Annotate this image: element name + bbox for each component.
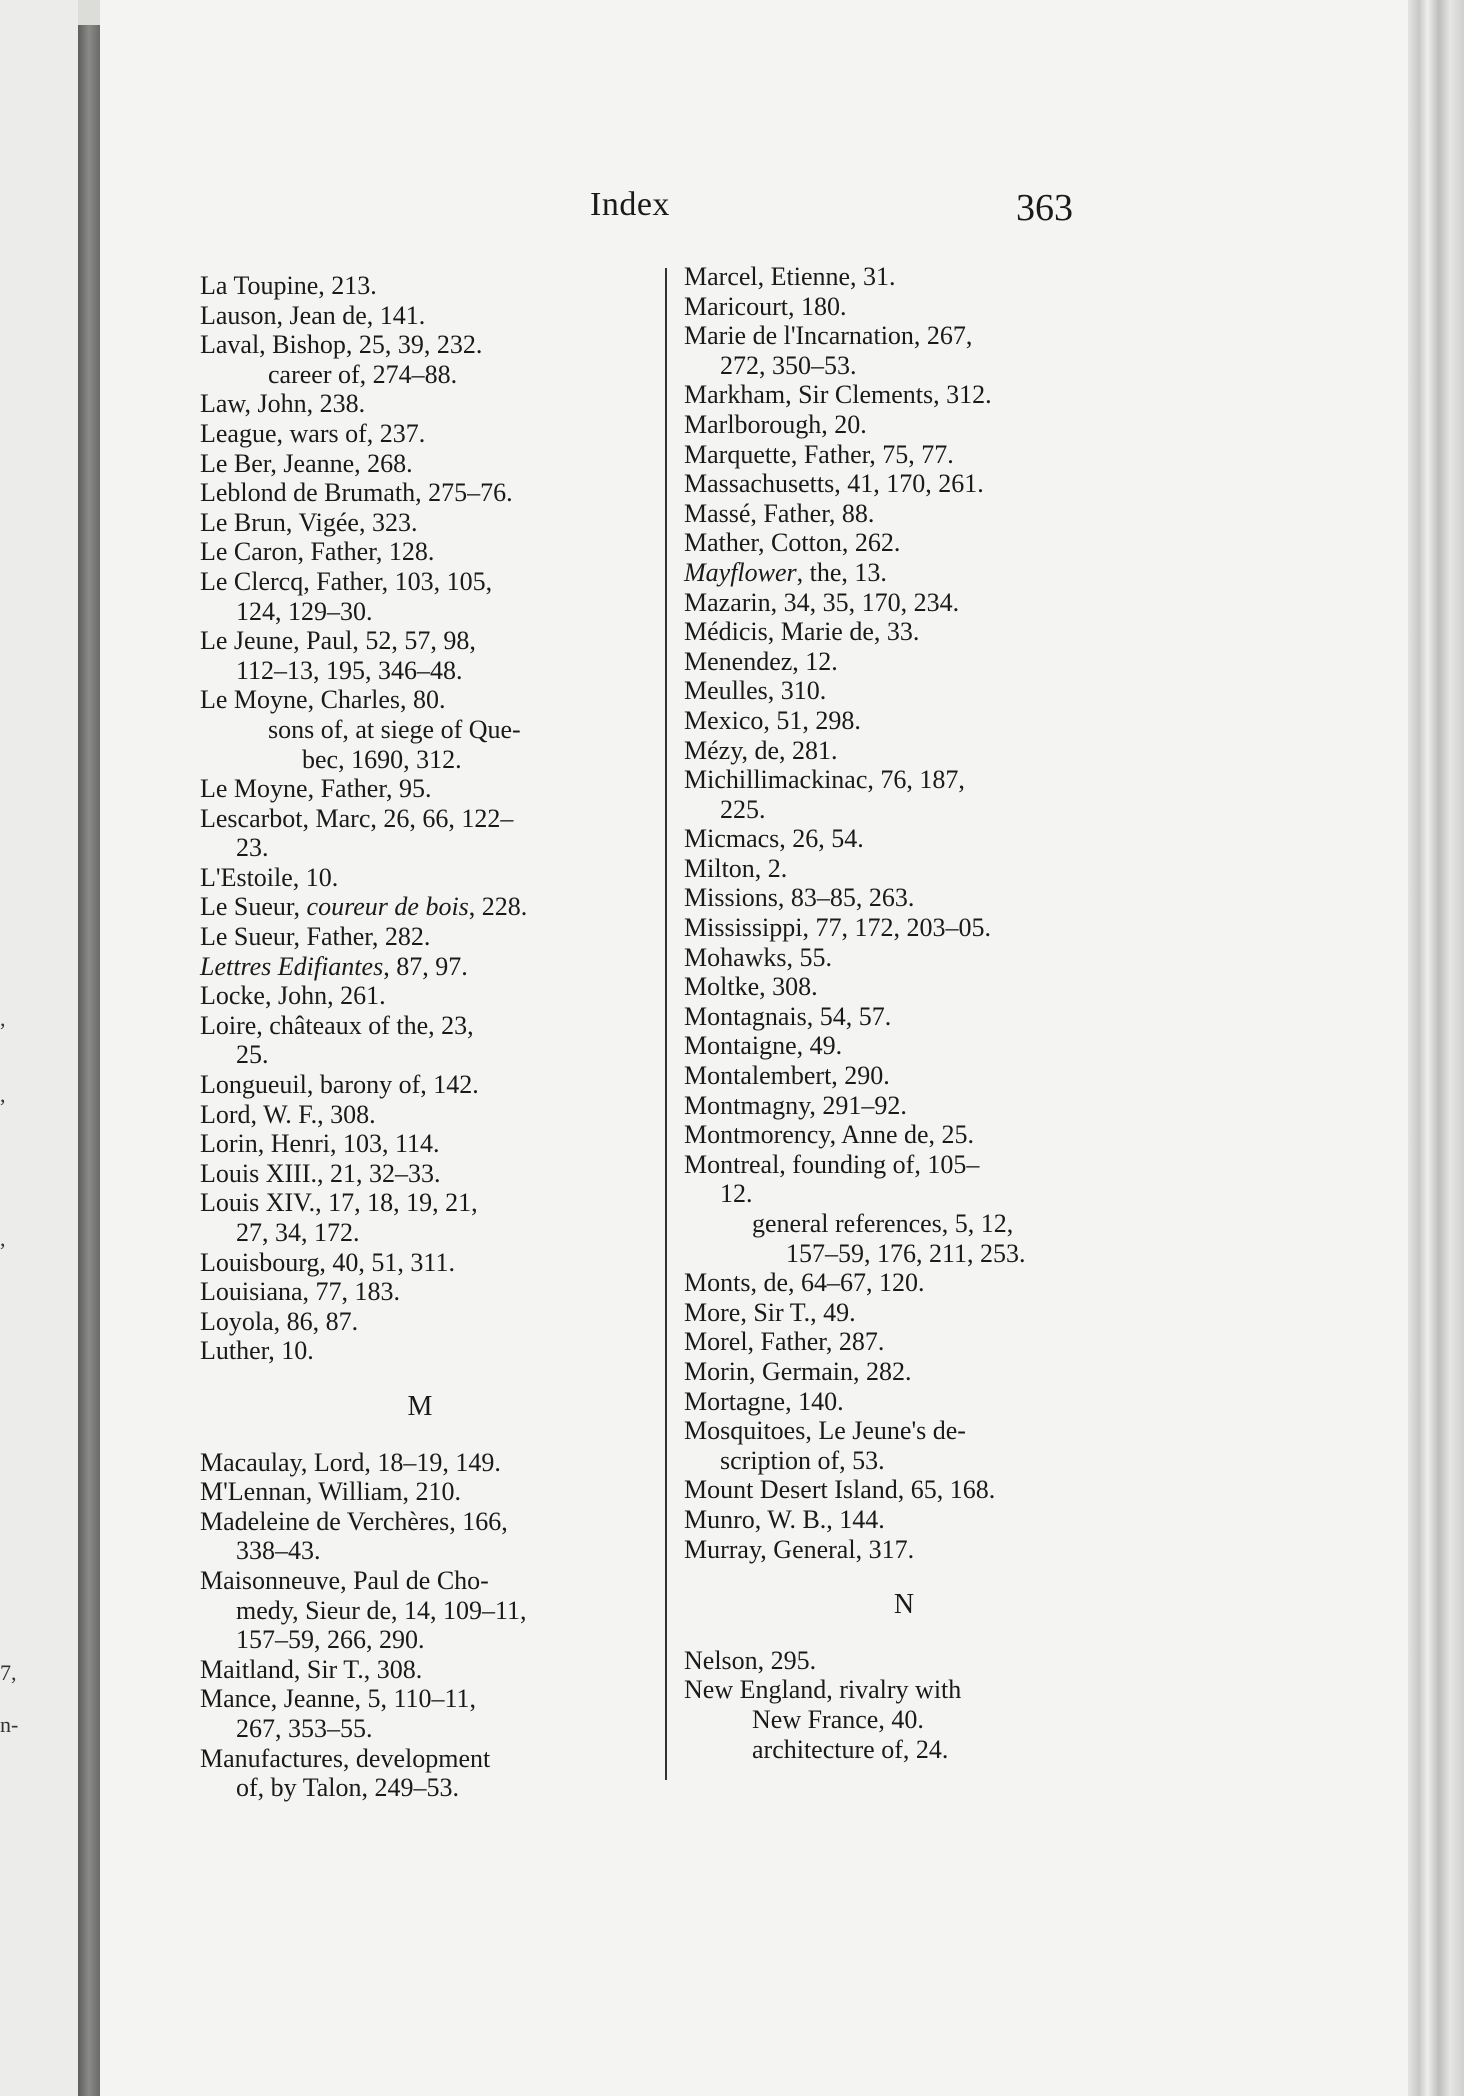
entry-heading: Murray, General, 317. bbox=[684, 1534, 915, 1564]
index-entry bbox=[684, 972, 1124, 1002]
index-entry bbox=[684, 736, 1124, 766]
index-entry bbox=[200, 1188, 640, 1247]
entry-continuation: medy, Sieur de, 14, 109–11, bbox=[236, 1595, 527, 1625]
index-entry bbox=[200, 449, 640, 479]
index-entry bbox=[684, 528, 1124, 558]
entry-continuation: 23. bbox=[236, 833, 269, 863]
index-entry bbox=[684, 1031, 1124, 1061]
entry-continuation: of, by Talon, 249–53. bbox=[236, 1773, 460, 1803]
margin-fragment: , bbox=[0, 1226, 6, 1251]
entry-heading: Marie de l'Incarnation, 267, bbox=[684, 321, 973, 351]
index-entry bbox=[200, 537, 640, 567]
page-number: 363 bbox=[1016, 187, 1073, 229]
index-entry bbox=[684, 1675, 1124, 1705]
book-gutter bbox=[78, 25, 100, 2096]
entry-heading: Macaulay, Lord, 18–19, 149. bbox=[200, 1447, 501, 1477]
index-entry bbox=[200, 922, 640, 952]
italic-title: Mayflower bbox=[684, 557, 797, 587]
entry-heading: Maisonneuve, Paul de Cho- bbox=[200, 1565, 489, 1595]
index-entry bbox=[684, 1416, 1124, 1475]
entry-heading: Le Ber, Jeanne, 268. bbox=[200, 448, 413, 478]
index-entry bbox=[200, 1336, 640, 1366]
entry-text: , the, 13. bbox=[796, 557, 887, 587]
index-entry bbox=[684, 558, 1124, 588]
entry-heading: M'Lennan, William, 210. bbox=[200, 1477, 461, 1507]
index-entry bbox=[200, 389, 640, 419]
index-entry bbox=[684, 1505, 1124, 1535]
entry-heading: L'Estoile, 10. bbox=[200, 862, 339, 892]
index-entry bbox=[200, 508, 640, 538]
index-entry bbox=[200, 626, 640, 685]
entry-heading: Mount Desert Island, 65, 168. bbox=[684, 1475, 996, 1505]
entry-continuation: 272, 350–53. bbox=[720, 350, 857, 380]
entry-heading: Le Clercq, Father, 103, 105, bbox=[200, 566, 493, 596]
entry-heading: Montaigne, 49. bbox=[684, 1031, 843, 1061]
entry-heading: Montmagny, 291–92. bbox=[684, 1090, 907, 1120]
index-subentry bbox=[684, 1209, 1124, 1268]
index-entry bbox=[200, 1566, 640, 1655]
entry-heading: Montreal, founding of, 105– bbox=[684, 1149, 980, 1179]
entry-heading: Loyola, 86, 87. bbox=[200, 1306, 359, 1336]
entry-heading: Louisiana, 77, 183. bbox=[200, 1277, 401, 1307]
entry-heading: Law, John, 238. bbox=[200, 389, 366, 419]
index-entry bbox=[200, 301, 640, 331]
index-entry bbox=[684, 262, 1124, 292]
entry-heading: Louis XIII., 21, 32–33. bbox=[200, 1158, 441, 1188]
entry-heading: Mexico, 51, 298. bbox=[684, 705, 861, 735]
index-entry bbox=[200, 1248, 640, 1278]
entry-heading: Louis XIV., 17, 18, 19, 21, bbox=[200, 1188, 478, 1218]
index-entry bbox=[200, 1070, 640, 1100]
entry-heading: career of, 274–88. bbox=[268, 359, 458, 389]
margin-fragment: , bbox=[0, 1006, 6, 1031]
entry-heading: Mosquitoes, Le Jeune's de- bbox=[684, 1416, 966, 1446]
index-entry bbox=[684, 1298, 1124, 1328]
entry-heading: More, Sir T., 49. bbox=[684, 1297, 856, 1327]
index-entry bbox=[200, 271, 640, 301]
margin-fragment: n- bbox=[0, 1712, 19, 1737]
page-stack-edge bbox=[1408, 0, 1464, 2096]
entry-heading: Missions, 83–85, 263. bbox=[684, 883, 915, 913]
entry-heading: Montalembert, 290. bbox=[684, 1061, 890, 1091]
entry-continuation: 27, 34, 172. bbox=[236, 1218, 360, 1247]
index-entry bbox=[200, 1507, 640, 1566]
entry-continuation: 157–59, 176, 211, 253. bbox=[786, 1238, 1026, 1268]
index-entry bbox=[200, 1159, 640, 1189]
entry-heading: Mississippi, 77, 172, 203–05. bbox=[684, 913, 991, 943]
entry-heading: Mézy, de, 281. bbox=[684, 735, 838, 765]
entry-heading: Menendez, 12. bbox=[684, 646, 838, 676]
index-entry bbox=[684, 943, 1124, 973]
entry-heading: Marcel, Etienne, 31. bbox=[684, 262, 896, 291]
entry-continuation: 267, 353–55. bbox=[236, 1713, 373, 1743]
index-entry bbox=[684, 1387, 1124, 1417]
index-entry bbox=[684, 588, 1124, 618]
index-entry bbox=[200, 330, 640, 360]
entry-heading: Munro, W. B., 144. bbox=[684, 1504, 885, 1534]
entry-heading: Médicis, Marie de, 33. bbox=[684, 617, 920, 647]
index-entry bbox=[684, 854, 1124, 884]
index-entry bbox=[200, 1477, 640, 1507]
entry-heading: Le Moyne, Father, 95. bbox=[200, 774, 432, 804]
entry-continuation: 112–13, 195, 346–48. bbox=[236, 655, 463, 685]
entry-heading: Loire, châteaux of the, 23, bbox=[200, 1010, 474, 1040]
index-subentry bbox=[684, 1705, 1124, 1735]
entry-heading: Le Moyne, Charles, 80. bbox=[200, 685, 446, 715]
entry-heading: Le Brun, Vigée, 323. bbox=[200, 507, 418, 537]
entry-heading: Le Sueur, Father, 282. bbox=[200, 922, 431, 952]
margin-fragment: , bbox=[0, 1082, 6, 1107]
entry-heading: Lord, W. F., 308. bbox=[200, 1099, 376, 1129]
entry-heading: Mazarin, 34, 35, 170, 234. bbox=[684, 587, 960, 617]
entry-heading: Mance, Jeanne, 5, 110–11, bbox=[200, 1684, 477, 1714]
entry-heading: La Toupine, 213. bbox=[200, 271, 377, 300]
index-entry bbox=[684, 1535, 1124, 1565]
index-entry bbox=[200, 1448, 640, 1478]
entry-continuation: 12. bbox=[720, 1179, 753, 1209]
index-entry bbox=[684, 1061, 1124, 1091]
entry-heading: general references, 5, 12, bbox=[752, 1209, 1014, 1238]
index-column-right bbox=[684, 262, 1124, 1764]
index-entry bbox=[684, 676, 1124, 706]
column-divider bbox=[665, 268, 667, 1780]
index-entry bbox=[684, 440, 1124, 470]
entry-continuation: 25. bbox=[236, 1040, 269, 1070]
entry-continuation: 338–43. bbox=[236, 1536, 321, 1566]
index-entry bbox=[200, 1744, 640, 1803]
index-subentry bbox=[684, 1735, 1124, 1765]
entry-heading: New France, 40. bbox=[752, 1704, 924, 1734]
entry-text: , 87, 97. bbox=[383, 951, 468, 981]
index-entry bbox=[684, 617, 1124, 647]
index-subentry bbox=[200, 360, 640, 390]
index-entry bbox=[200, 863, 640, 893]
entry-heading: Morin, Germain, 282. bbox=[684, 1356, 912, 1386]
italic-title: coureur de bois bbox=[306, 892, 469, 922]
index-entry bbox=[684, 292, 1124, 322]
index-entry bbox=[684, 321, 1124, 380]
entry-heading: architecture of, 24. bbox=[752, 1734, 949, 1764]
index-entry bbox=[684, 824, 1124, 854]
index-entry bbox=[200, 1011, 640, 1070]
index-entry bbox=[684, 1357, 1124, 1387]
index-entry bbox=[684, 1150, 1124, 1209]
entry-heading: Lescarbot, Marc, 26, 66, 122– bbox=[200, 803, 514, 833]
entry-heading: Montagnais, 54, 57. bbox=[684, 1001, 892, 1031]
entry-heading: Marquette, Father, 75, 77. bbox=[684, 439, 954, 469]
index-entry bbox=[200, 567, 640, 626]
index-entry bbox=[200, 1307, 640, 1337]
entry-continuation: scription of, 53. bbox=[720, 1445, 885, 1475]
entry-heading: Longueuil, barony of, 142. bbox=[200, 1070, 479, 1100]
index-entry bbox=[200, 1277, 640, 1307]
index-entry bbox=[200, 892, 640, 922]
entry-heading: Luther, 10. bbox=[200, 1336, 314, 1366]
entry-heading: Leblond de Brumath, 275–76. bbox=[200, 478, 513, 508]
index-entry bbox=[684, 647, 1124, 677]
entry-text: Le Sueur, bbox=[200, 892, 307, 922]
index-entry bbox=[684, 1091, 1124, 1121]
entry-heading: Monts, de, 64–67, 120. bbox=[684, 1268, 925, 1298]
index-entry bbox=[200, 804, 640, 863]
facing-page-edge bbox=[0, 0, 78, 2096]
index-entry bbox=[200, 1129, 640, 1159]
index-column-left bbox=[200, 271, 640, 1803]
index-entry bbox=[684, 765, 1124, 824]
entry-heading: Micmacs, 26, 54. bbox=[684, 824, 864, 854]
margin-fragment: 7, bbox=[0, 1660, 17, 1685]
entry-heading: Le Caron, Father, 128. bbox=[200, 537, 435, 567]
entry-heading: Le Jeune, Paul, 52, 57, 98, bbox=[200, 626, 476, 656]
entry-heading: Marlborough, 20. bbox=[684, 409, 867, 439]
entry-heading: Massé, Father, 88. bbox=[684, 498, 875, 528]
entry-continuation: 124, 129–30. bbox=[236, 596, 373, 626]
entry-heading: Manufactures, development bbox=[200, 1743, 491, 1773]
entry-heading: sons of, at siege of Que- bbox=[268, 714, 521, 744]
index-entry bbox=[200, 478, 640, 508]
entry-heading: Maricourt, 180. bbox=[684, 291, 847, 321]
index-entry bbox=[200, 1684, 640, 1743]
entry-heading: Michillimackinac, 76, 187, bbox=[684, 765, 965, 795]
index-entry bbox=[684, 1646, 1124, 1676]
entry-heading: Montmorency, Anne de, 25. bbox=[684, 1120, 975, 1150]
index-entry bbox=[200, 1100, 640, 1130]
entry-heading: Markham, Sir Clements, 312. bbox=[684, 380, 992, 410]
index-entry bbox=[684, 1327, 1124, 1357]
entry-heading: Massachusetts, 41, 170, 261. bbox=[684, 469, 984, 499]
entry-heading: League, wars of, 237. bbox=[200, 418, 426, 448]
section-letter: M bbox=[407, 1390, 433, 1422]
entry-continuation: 157–59, 266, 290. bbox=[236, 1625, 425, 1655]
entry-heading: Mortagne, 140. bbox=[684, 1386, 844, 1416]
index-entry bbox=[200, 981, 640, 1011]
entry-heading: Lorin, Henri, 103, 114. bbox=[200, 1129, 440, 1159]
entry-heading: Louisbourg, 40, 51, 311. bbox=[200, 1247, 455, 1277]
entry-heading: New England, rivalry with bbox=[684, 1675, 962, 1705]
index-subentry bbox=[200, 715, 640, 774]
section-letter: N bbox=[893, 1589, 915, 1621]
italic-title: Lettres Edifiantes bbox=[200, 951, 384, 981]
index-entry bbox=[684, 1002, 1124, 1032]
entry-heading: Nelson, 295. bbox=[684, 1645, 817, 1675]
index-entry bbox=[684, 883, 1124, 913]
index-entry bbox=[684, 499, 1124, 529]
index-entry bbox=[684, 913, 1124, 943]
index-entry bbox=[684, 706, 1124, 736]
index-entry bbox=[200, 419, 640, 449]
index-entry bbox=[684, 380, 1124, 410]
entry-heading: Meulles, 310. bbox=[684, 676, 827, 706]
entry-heading: Milton, 2. bbox=[684, 853, 788, 883]
index-entry bbox=[684, 410, 1124, 440]
entry-text: , 228. bbox=[468, 892, 528, 922]
entry-heading: Maitland, Sir T., 308. bbox=[200, 1654, 423, 1684]
entry-heading: Locke, John, 261. bbox=[200, 981, 386, 1011]
index-entry bbox=[200, 1655, 640, 1685]
running-head: Index bbox=[590, 186, 670, 223]
entry-heading: Moltke, 308. bbox=[684, 972, 818, 1002]
index-entry bbox=[200, 952, 640, 982]
entry-heading: Mohawks, 55. bbox=[684, 942, 833, 972]
index-entry bbox=[200, 774, 640, 804]
index-entry bbox=[684, 1268, 1124, 1298]
index-entry bbox=[684, 1120, 1124, 1150]
entry-heading: Laval, Bishop, 25, 39, 232. bbox=[200, 330, 483, 360]
index-entry bbox=[200, 685, 640, 715]
entry-heading: Morel, Father, 287. bbox=[684, 1327, 885, 1357]
entry-heading: Mather, Cotton, 262. bbox=[684, 528, 901, 558]
index-entry bbox=[684, 469, 1124, 499]
entry-continuation: 225. bbox=[720, 794, 766, 824]
entry-continuation: bec, 1690, 312. bbox=[302, 744, 462, 774]
entry-heading: Madeleine de Verchères, 166, bbox=[200, 1506, 508, 1536]
entry-heading: Lauson, Jean de, 141. bbox=[200, 300, 426, 330]
index-entry bbox=[684, 1475, 1124, 1505]
